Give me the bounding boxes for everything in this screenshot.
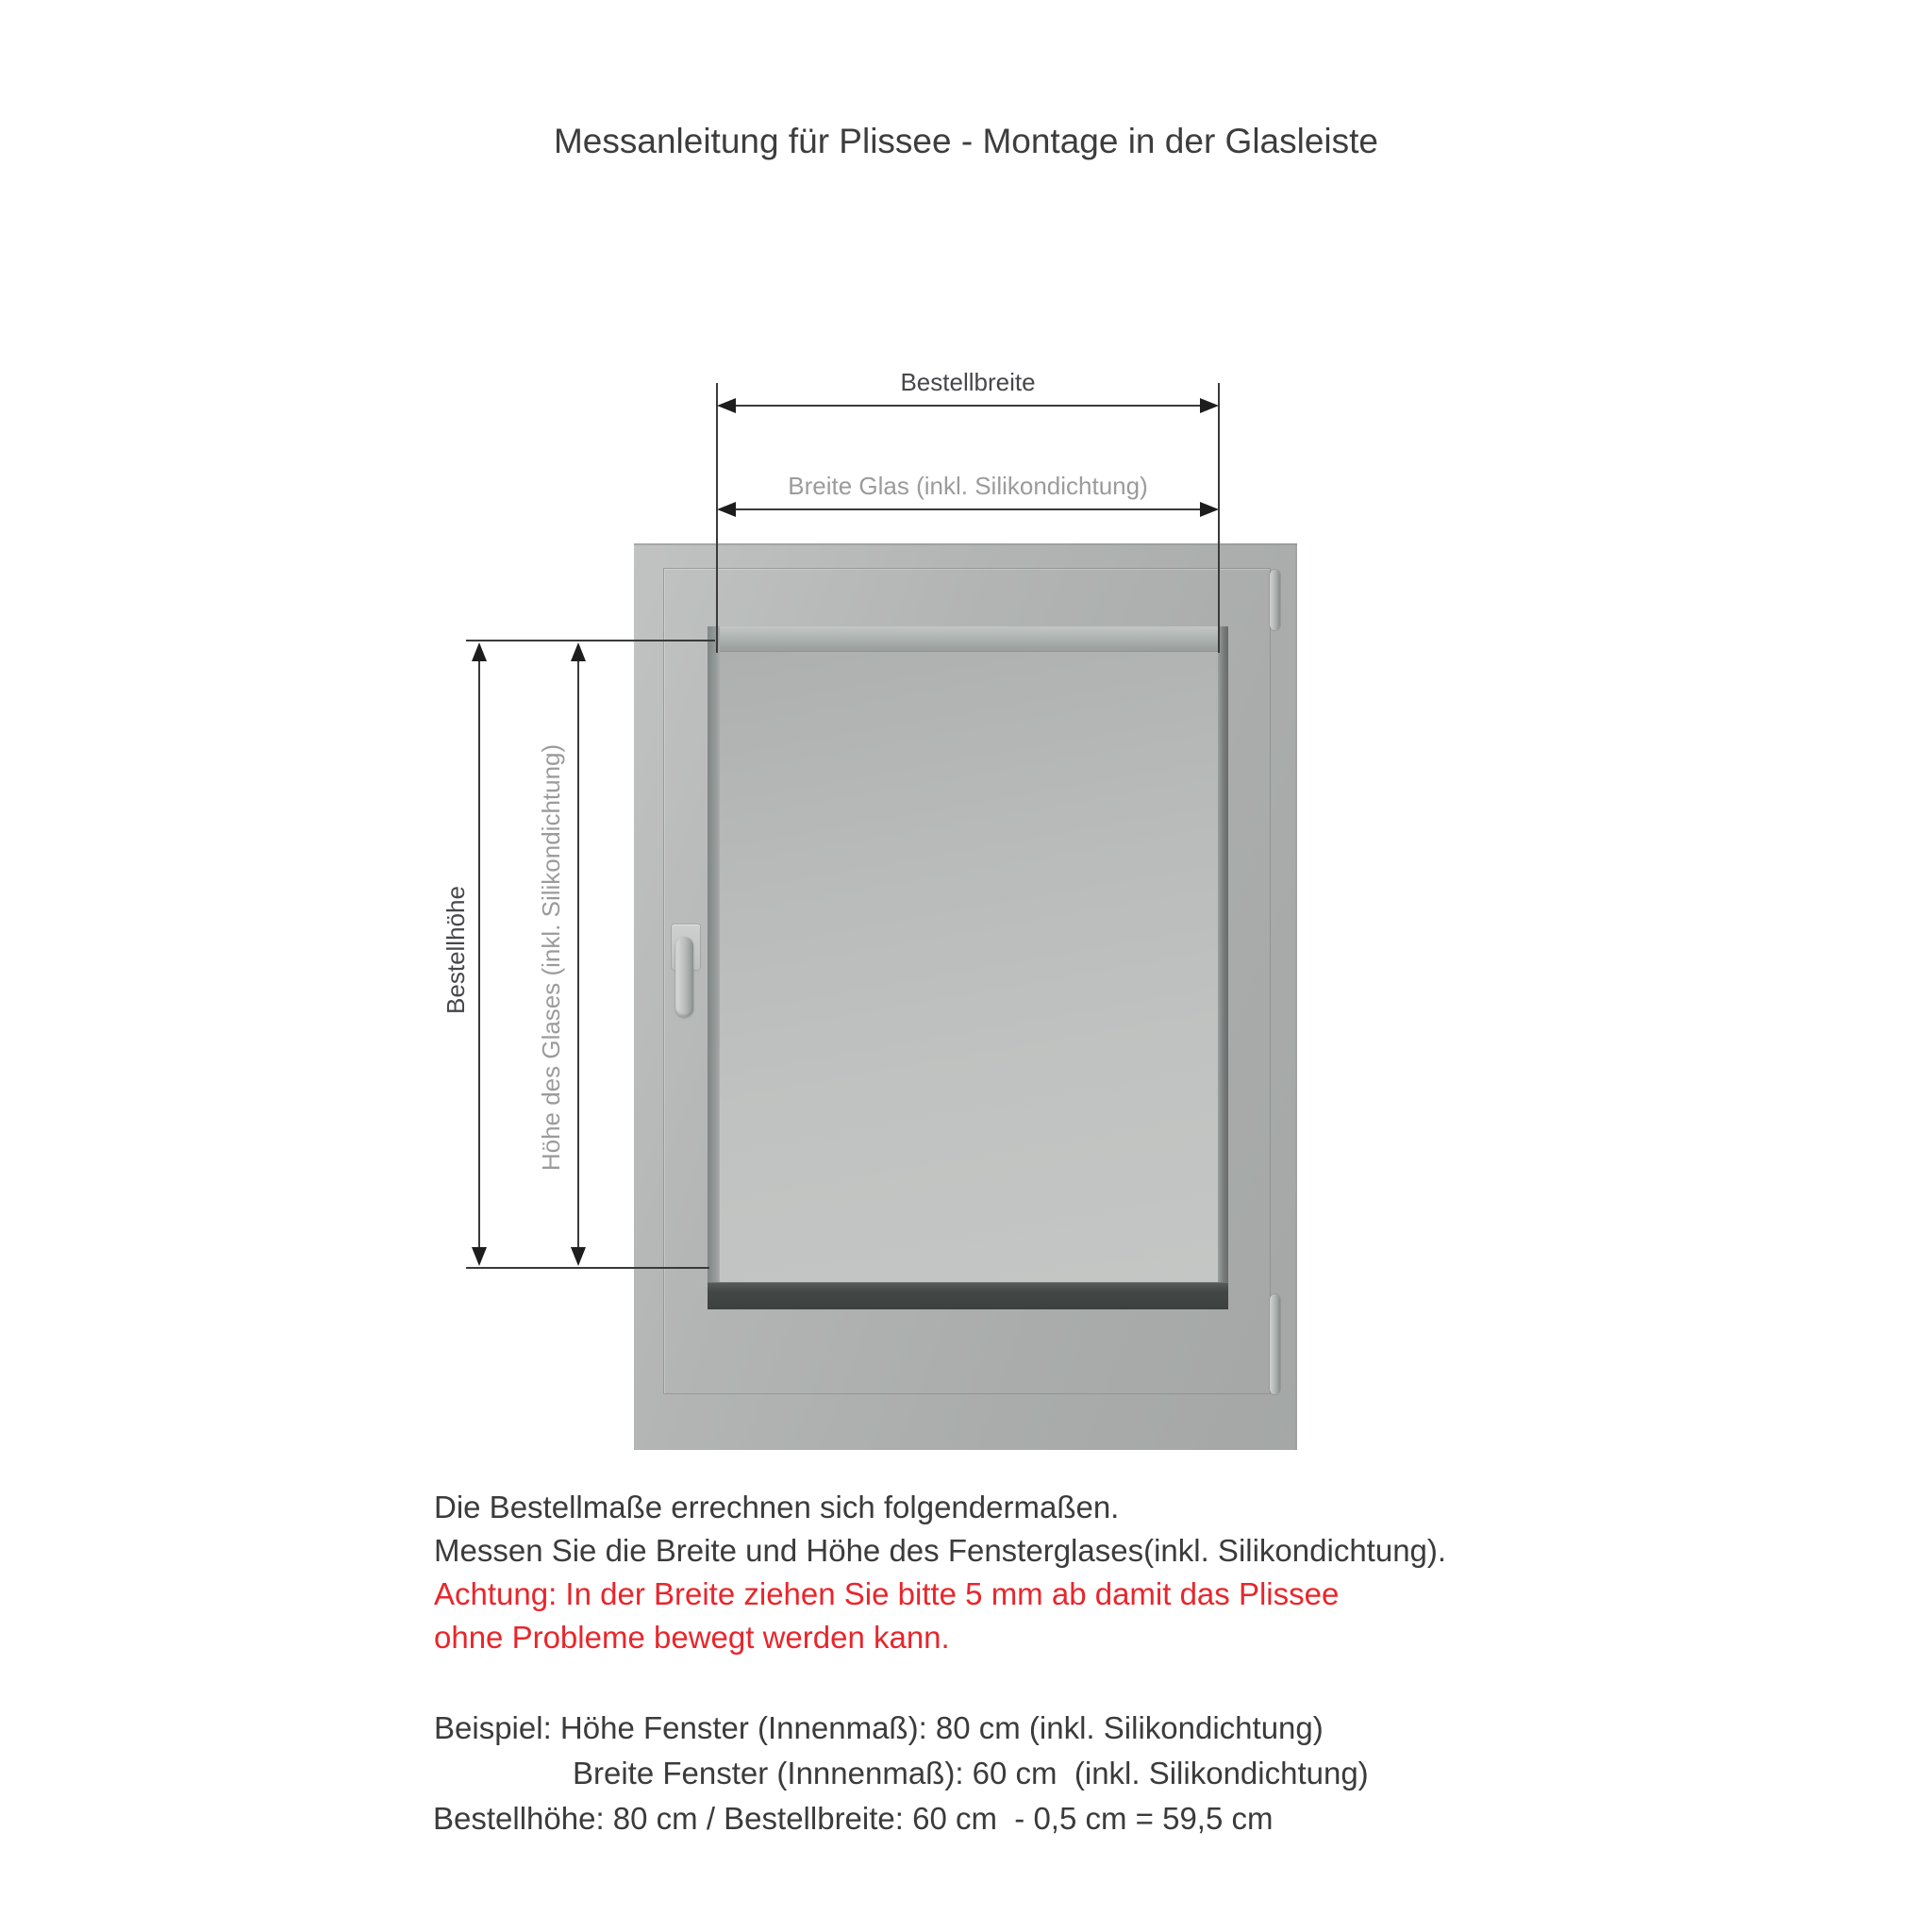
page-title: Messanleitung für Plissee - Montage in der Glasleiste bbox=[553, 122, 1379, 160]
glazing-bead-top bbox=[708, 626, 1228, 652]
window-glass-pane bbox=[720, 651, 1218, 1283]
example-height-line: Beispiel: Höhe Fenster (Innenmaß): 80 cm (inkl. Silikondichtung) bbox=[434, 1710, 1324, 1745]
window-hinge-top bbox=[1270, 570, 1280, 630]
order-width-arrow bbox=[717, 398, 1219, 413]
window-glass-unit bbox=[708, 626, 1228, 1309]
window-handle-lever bbox=[675, 937, 693, 1017]
window-hinge-bottom bbox=[1270, 1294, 1280, 1394]
glazing-bead-right bbox=[1218, 626, 1228, 1309]
instruction-line-2: Messen Sie die Breite und Höhe des Fensterglases(inkl. Silikondichtung). bbox=[434, 1533, 1447, 1568]
instruction-line-1: Die Bestellmaße errechnen sich folgendermaßen. bbox=[434, 1490, 1120, 1524]
glazing-bead-bottom bbox=[708, 1282, 1228, 1309]
order-height-label: Bestellhöhe bbox=[441, 886, 470, 1014]
warning-line-2: ohne Probleme bewegt werden kann. bbox=[434, 1620, 950, 1655]
glass-height-label: Höhe des Glases (inkl. Silikondichtung) bbox=[537, 743, 565, 1172]
glass-width-label: Breite Glas (inkl. Silikondichtung) bbox=[788, 472, 1148, 500]
glass-height-arrow bbox=[571, 642, 586, 1266]
order-height-arrow bbox=[472, 642, 487, 1266]
order-width-label: Bestellbreite bbox=[900, 368, 1036, 396]
example-width-line: Breite Fenster (Innnenmaß): 60 cm (inkl. Silikondichtung) bbox=[573, 1756, 1369, 1790]
example-result-line: Bestellhöhe: 80 cm / Bestellbreite: 60 cm - 0,5 cm = 59,5 cm bbox=[433, 1801, 1274, 1836]
glass-width-arrow bbox=[717, 502, 1219, 517]
glazing-bead-left bbox=[708, 626, 720, 1309]
warning-line-1: Achtung: In der Breite ziehen Sie bitte 5 mm ab damit das Plissee bbox=[434, 1576, 1340, 1611]
